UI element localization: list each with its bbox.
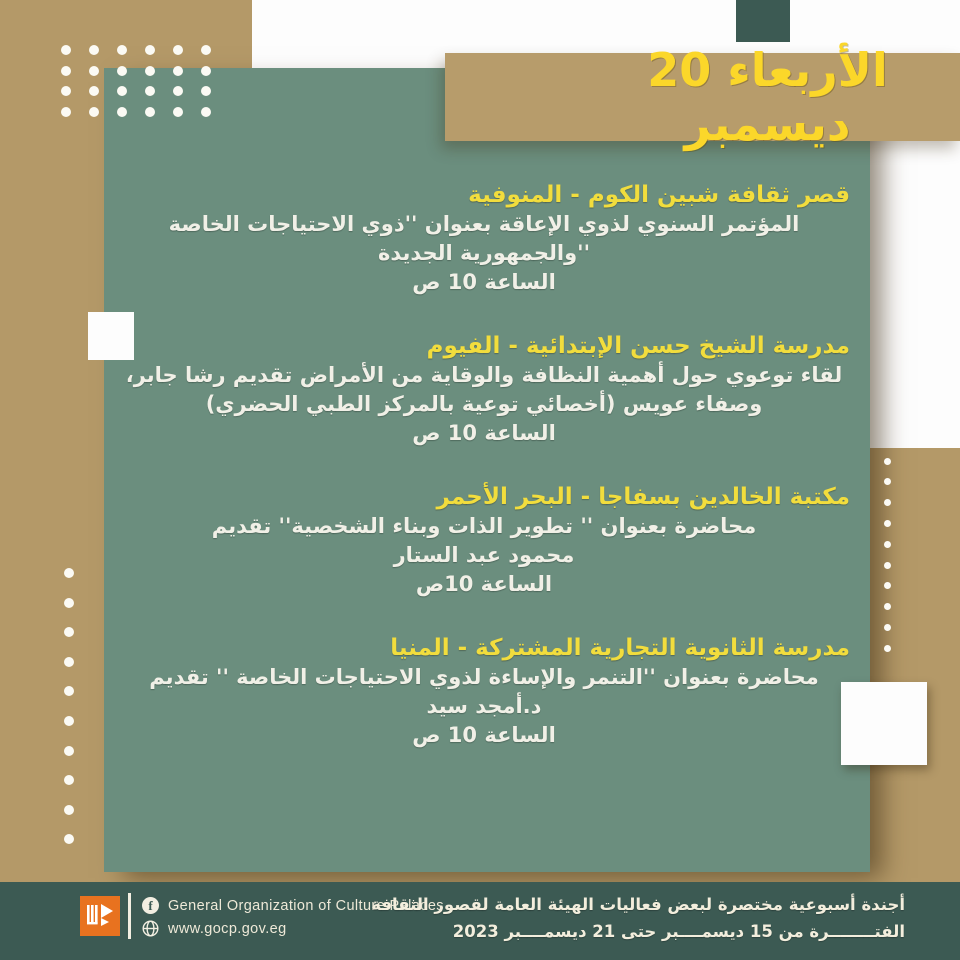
agenda-note-line2: الفتــــــــرة من 15 ديسمــــبر حتى 21 ديسمــــبر 2023 [452,922,905,941]
decor-dot [884,624,891,631]
decor-dot [61,107,71,117]
decor-dot [64,716,74,726]
gocp-logo-icon [84,900,116,932]
decor-dot [884,520,891,527]
event-line: محاضرة بعنوان '' تطوير الذات وبناء الشخصية'' تقديم [211,514,757,538]
decor-dot [64,627,74,637]
event-line: وصفاء عويس (أخصائي توعية بالمركز الطبي الحضري) [205,392,763,416]
decor-dot [884,499,891,506]
event-time: الساعة 10 ص [412,270,556,294]
event-item [118,633,850,750]
event-time: الساعة 10 ص [412,723,556,747]
decor-dot [89,45,99,55]
decor-dot [145,107,155,117]
decor-dot [884,603,891,610]
decor-dot [64,805,74,815]
decor-dot [64,834,74,844]
decor-dot [61,45,71,55]
footer-separator [128,893,131,939]
events-list [104,68,870,872]
decor-dot [145,86,155,96]
footer-bar [0,882,960,960]
decor-dot [64,686,74,696]
decor-dot [884,541,891,548]
event-line: محمود عبد الستار [393,543,575,567]
decor-dot [117,45,127,55]
decor-dot [201,86,211,96]
event-item [118,482,850,599]
agenda-note [371,891,905,945]
decor-dot [173,86,183,96]
decor-dark-square-top-right [736,0,790,42]
event-line: ''والجمهورية الجديدة [377,241,591,265]
event-line: محاضرة بعنوان ''التنمر والإساءة لذوي الاحتياجات الخاصة '' تقديم [149,665,819,689]
decor-dot [884,562,891,569]
event-item [118,180,850,297]
gocp-logo [80,896,120,936]
decor-dot [117,66,127,76]
decor-dot [117,86,127,96]
decor-dot [884,458,891,465]
decor-dot [201,66,211,76]
decor-dot [201,107,211,117]
decor-dot [201,45,211,55]
decor-dot [89,86,99,96]
event-time: الساعة 10ص [415,572,553,596]
decor-dot [64,568,74,578]
globe-icon [142,920,159,937]
event-venue: قصر ثقافة شبين الكوم - المنوفية [468,182,850,208]
decor-dot [64,746,74,756]
decor-dot [61,66,71,76]
agenda-note-line1: أجندة أسبوعية مختصرة لبعض فعاليات الهيئة العامة لقصور الثقافة [371,895,905,914]
decor-dot [173,107,183,117]
decor-dot [145,45,155,55]
event-time: الساعة 10 ص [412,421,556,445]
facebook-icon: f [142,897,159,914]
decor-dot [64,775,74,785]
decor-dot [64,598,74,608]
event-venue: مدرسة الثانوية التجارية المشتركة - المنيا [390,635,850,661]
decor-dot [173,66,183,76]
event-venue: مدرسة الشيخ حسن الإبتدائية - الفيوم [426,333,850,359]
decor-dot [884,645,891,652]
decor-dot [145,66,155,76]
decor-dot [61,86,71,96]
decor-dot [884,582,891,589]
decor-white-square-left [88,312,134,360]
decor-dot [173,45,183,55]
facebook-page-name: General Organization of Culture Palaces [168,897,444,914]
website-url: www.gocp.gov.eg [168,920,287,937]
decor-dot [884,478,891,485]
event-line: المؤتمر السنوي لذوي الإعاقة بعنوان ''ذوي الاحتياجات الخاصة [168,212,800,236]
decor-dot [64,657,74,667]
date-banner-title: الأربعاء 20 ديسمبر [647,43,888,151]
event-venue: مكتبة الخالدين بسفاجا - البحر الأحمر [436,484,850,510]
event-line: لقاء توعوي حول أهمية النظافة والوقاية من الأمراض تقديم رشا جابر، [125,363,843,387]
event-line: د.أمجد سيد [426,694,542,718]
decor-white-square-right [841,682,927,765]
event-item [118,331,850,448]
decor-dot [89,66,99,76]
decor-dot [117,107,127,117]
decor-dot [89,107,99,117]
